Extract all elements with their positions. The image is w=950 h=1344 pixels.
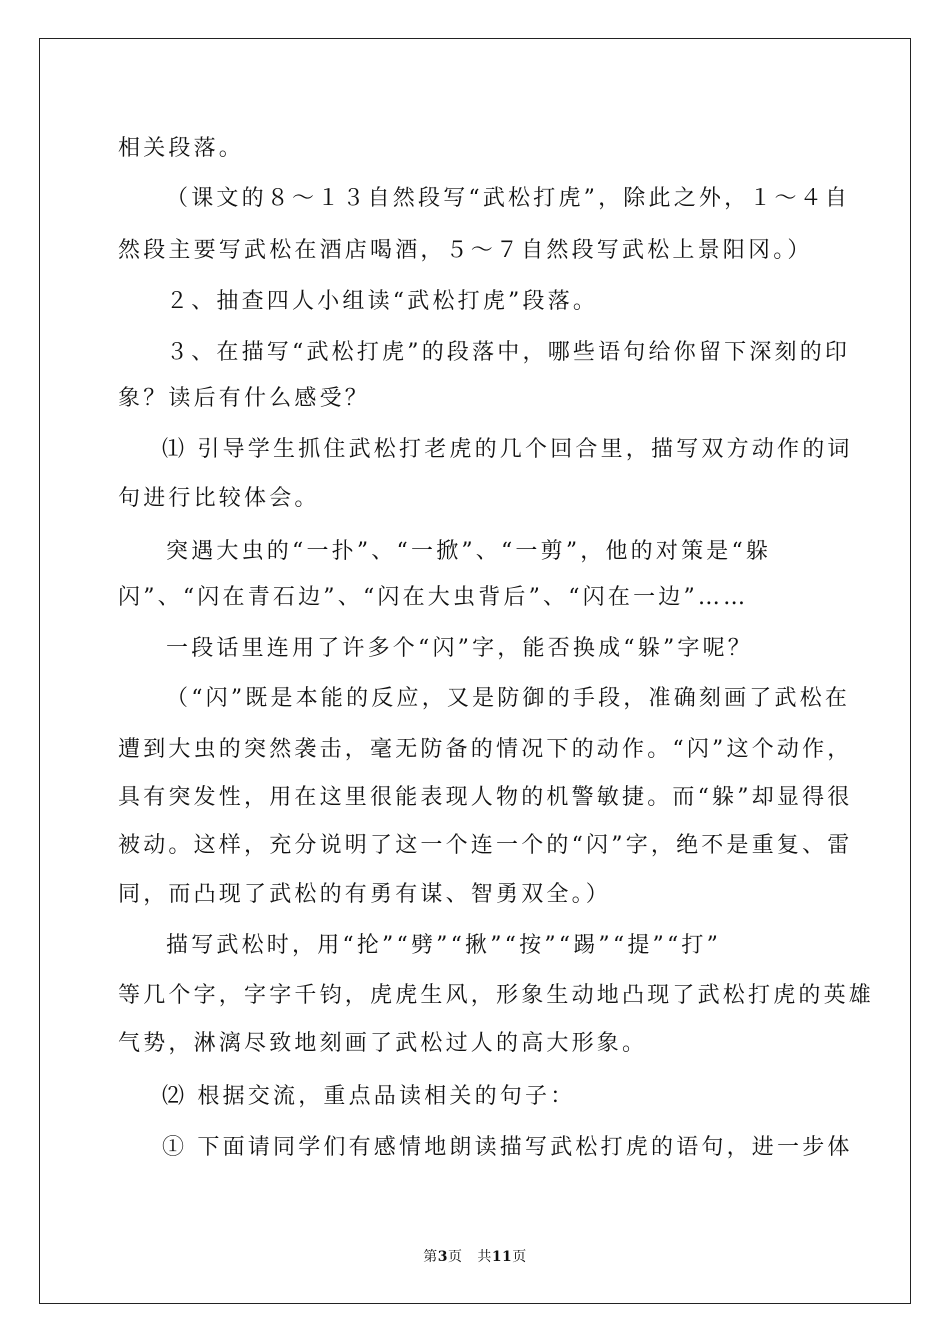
footer-total-suffix: 页 [512, 1249, 527, 1265]
text-line: 描写武松时，用“抡”“劈”“揪”“按”“踢”“提”“打” [166, 933, 722, 958]
text-line: 句进行比较体会。 [118, 486, 320, 511]
text-line: ⑵ 根据交流，重点品读相关的句子： [162, 1084, 576, 1109]
text-line: ２、抽查四人小组读“武松打虎”段落。 [166, 289, 599, 314]
text-line: 遭到大虫的突然袭击，毫无防备的情况下的动作。“闪”这个动作， [118, 737, 853, 762]
text-line: 闪”、“闪在青石边”、“闪在大虫背后”、“闪在一边”…… [118, 585, 749, 610]
text-line: 被动。这样，充分说明了这一个连一个的“闪”字，绝不是重复、雷 [118, 833, 853, 858]
text-line: 相关段落。 [118, 136, 245, 161]
text-line: 同，而凸现了武松的有勇有谋、智勇双全。） [118, 882, 612, 907]
text-line: （课文的８～１３自然段写“武松打虎”，除此之外，１～４自 [166, 186, 851, 211]
text-line: 气势，淋漓尽致地刻画了武松过人的高大形象。 [118, 1031, 648, 1056]
text-line: 象？读后有什么感受？ [118, 386, 371, 411]
footer-page-suffix: 页 [447, 1249, 463, 1265]
text-line: 等几个字，字字千钧，虎虎生风，形象生动地凸现了武松打虎的英雄 [118, 983, 875, 1008]
text-line: 一段话里连用了许多个“闪”字，能否换成“躲”字呢？ [166, 636, 753, 661]
footer-page-number: 3 [437, 1249, 448, 1265]
footer-prefix: 第 [423, 1249, 438, 1265]
text-line: 然段主要写武松在酒店喝酒，５～７自然段写武松上景阳冈。） [118, 238, 813, 263]
page-border [39, 38, 911, 1304]
page-footer [0, 1247, 950, 1267]
text-line: ⑴ 引导学生抓住武松打老虎的几个回合里，描写双方动作的词 [162, 437, 853, 462]
text-line: ① 下面请同学们有感情地朗读描写武松打虎的语句，进一步体 [162, 1135, 853, 1160]
text-line: 突遇大虫的“一扑”、“一掀”、“一剪”，他的对策是“躲 [166, 539, 772, 564]
footer-total-pages: 11 [491, 1249, 513, 1265]
text-line: 具有突发性，用在这里很能表现人物的机警敏捷。而“躲”却显得很 [118, 785, 853, 810]
text-line: ３、在描写“武松打虎”的段落中，哪些语句给你留下深刻的印 [166, 340, 851, 365]
text-line: （“闪”既是本能的反应，又是防御的手段，准确刻画了武松在 [166, 686, 851, 711]
footer-total-prefix: 共 [477, 1249, 492, 1265]
